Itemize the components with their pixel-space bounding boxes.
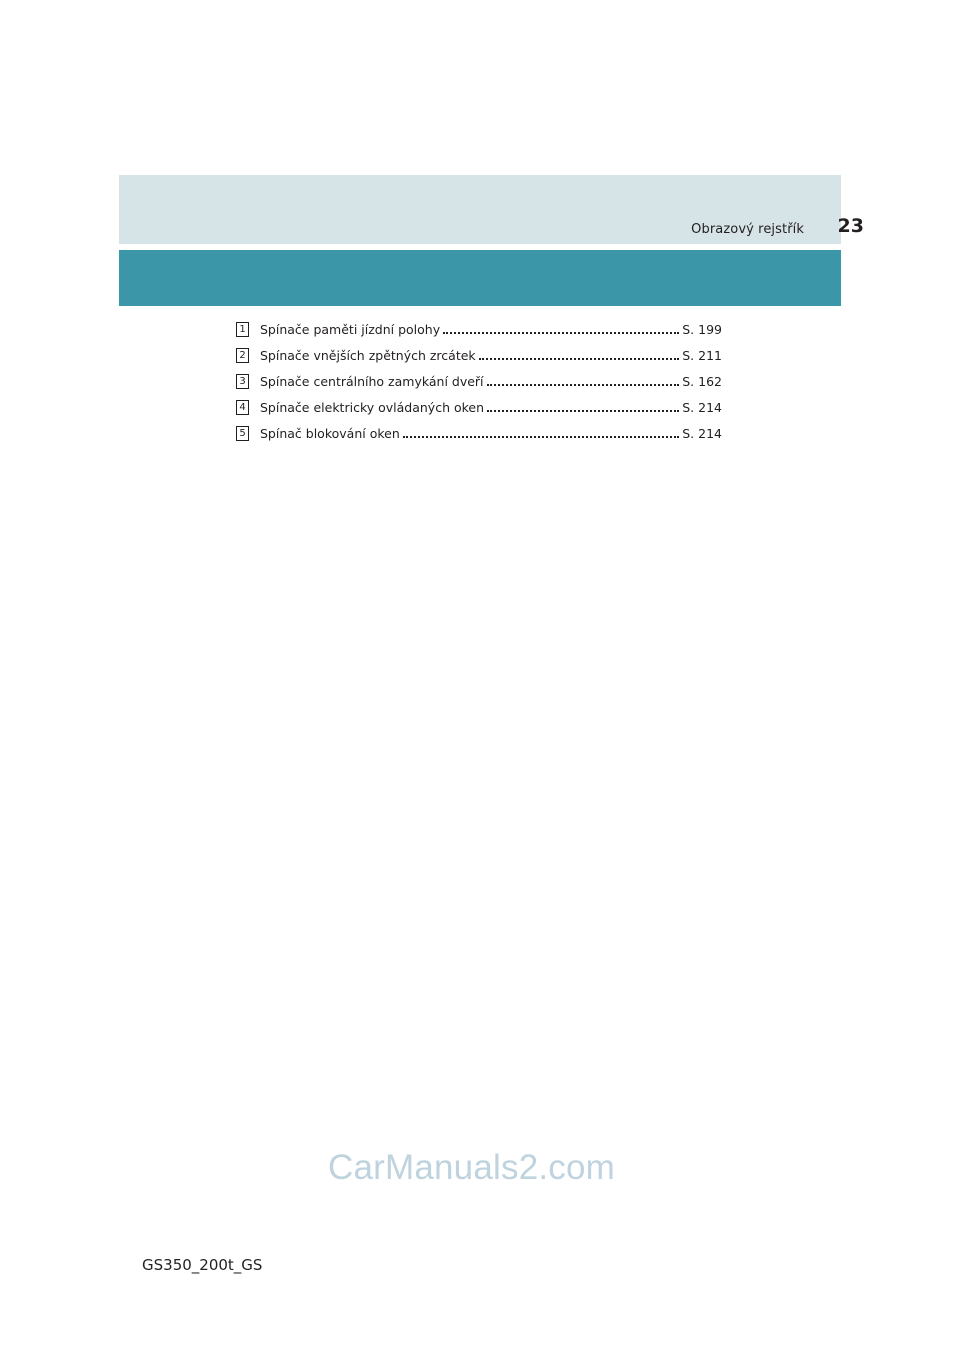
item-label: Spínač blokování oken [260,425,400,441]
page-reference[interactable]: S. 211 [682,347,722,363]
toc-item[interactable] [236,342,722,368]
footer-model-code: GS350_200t_GS [142,1256,263,1274]
toc-item[interactable] [236,420,722,446]
page-reference[interactable]: S. 214 [682,399,722,415]
item-label: Spínače vnějších zpětných zrcátek [260,347,476,363]
toc-item[interactable] [236,368,722,394]
item-label: Spínače elektricky ovládaných oken [260,399,485,415]
page-number: 23 [837,215,864,237]
toc-item[interactable] [236,316,722,342]
toc-list [236,316,722,446]
dot-leader [403,436,680,438]
item-number-badge: 5 [236,426,249,441]
item-label: Spínače paměti jízdní polohy [260,321,441,337]
item-number-badge: 3 [236,374,249,389]
dot-leader [487,384,680,386]
item-number-badge: 2 [236,348,249,363]
page-reference[interactable]: S. 214 [682,425,722,441]
dot-leader [487,410,679,412]
section-title: Obrazový rejstřík [691,222,804,237]
dot-leader [443,332,679,334]
watermark-text[interactable]: CarManuals2.com [328,1148,615,1187]
dot-leader [479,358,680,360]
page-reference[interactable]: S. 162 [682,373,722,389]
toc-item[interactable] [236,394,722,420]
item-number-badge: 1 [236,322,249,337]
item-number-badge: 4 [236,400,249,415]
item-label: Spínače centrálního zamykání dveří [260,373,484,389]
page-reference[interactable]: S. 199 [682,321,722,337]
section-banner [119,250,841,306]
